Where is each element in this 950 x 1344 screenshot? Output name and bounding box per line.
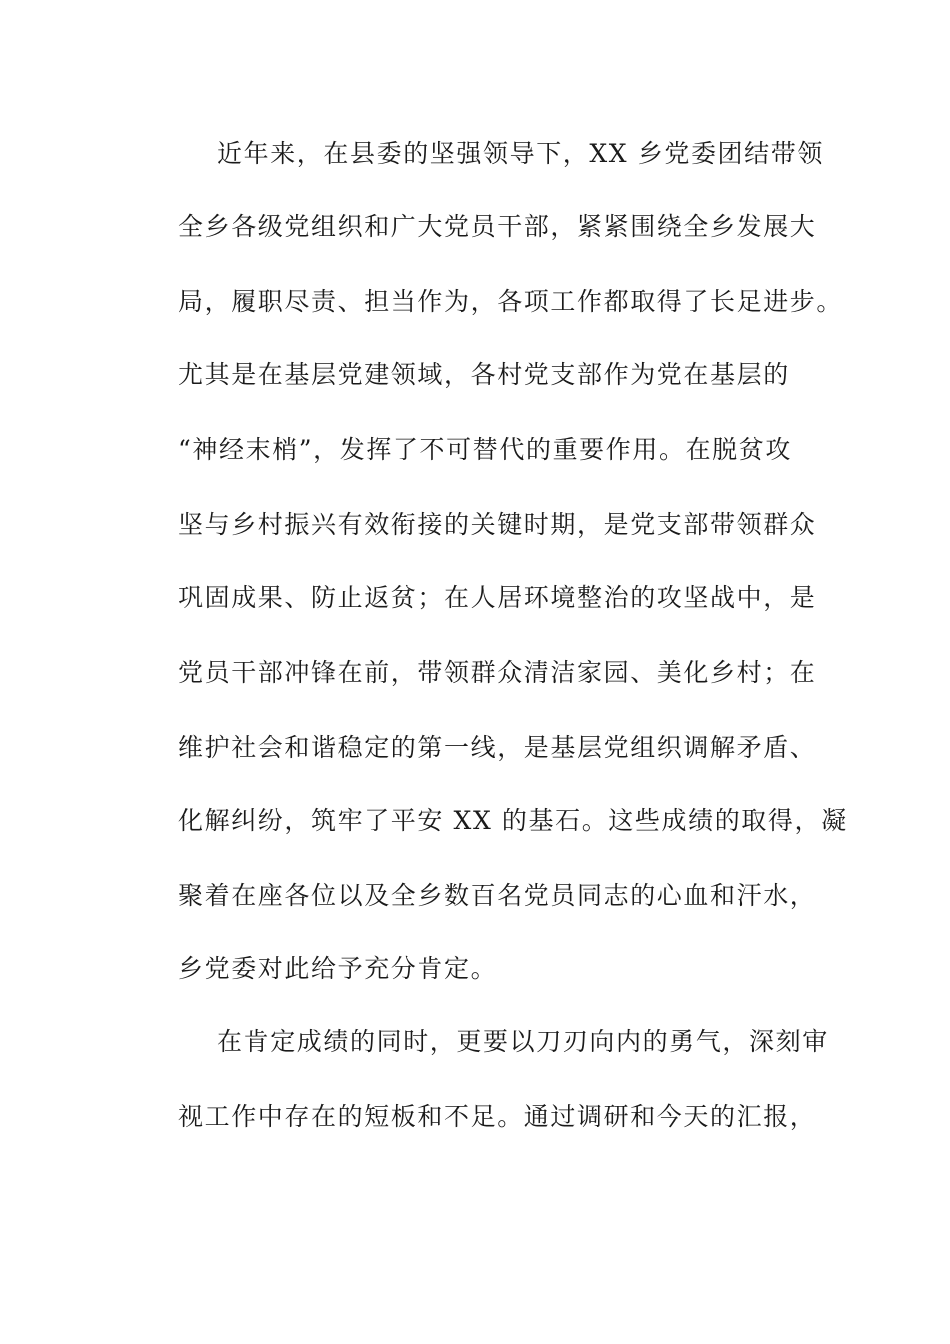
paragraph-1-line-11: 聚着在座各位以及全乡数百名党员同志的心血和汗水， [178, 881, 817, 910]
paragraph-2-line-2: 视工作中存在的短板和不足。通过调研和今天的汇报， [178, 1102, 817, 1131]
paragraph-2-line-1: 在肯定成绩的同时，更要以刀刃向内的勇气，深刻审 [217, 1027, 829, 1056]
paragraph-1-line-8: 党员干部冲锋在前，带领群众清洁家园、美化乡村；在 [178, 658, 817, 687]
paragraph-1-line-9: 维护社会和谐稳定的第一线，是基层党组织调解矛盾、 [178, 733, 817, 762]
paragraph-1-line-6: 坚与乡村振兴有效衔接的关键时期，是党支部带领群众 [178, 510, 817, 539]
paragraph-1-line-4: 尤其是在基层党建领域，各村党支部作为党在基层的 [178, 360, 790, 389]
paragraph-1-line-2: 全乡各级党组织和广大党员干部，紧紧围绕全乡发展大 [178, 212, 817, 241]
paragraph-1-line-3: 局，履职尽责、担当作为，各项工作都取得了长足进步。 [178, 287, 844, 316]
paragraph-1-line-5: “神经末梢”，发挥了不可替代的重要作用。在脱贫攻 [178, 435, 792, 464]
paragraph-1-line-10: 化解纠纷，筑牢了平安 XX 的基石。这些成绩的取得，凝 [178, 806, 848, 835]
paragraph-1-line-1: 近年来，在县委的坚强领导下，XX 乡党委团结带领 [217, 139, 824, 168]
paragraph-1-line-7: 巩固成果、防止返贫；在人居环境整治的攻坚战中，是 [178, 583, 817, 612]
paragraph-1-line-12: 乡党委对此给予充分肯定。 [178, 954, 498, 983]
